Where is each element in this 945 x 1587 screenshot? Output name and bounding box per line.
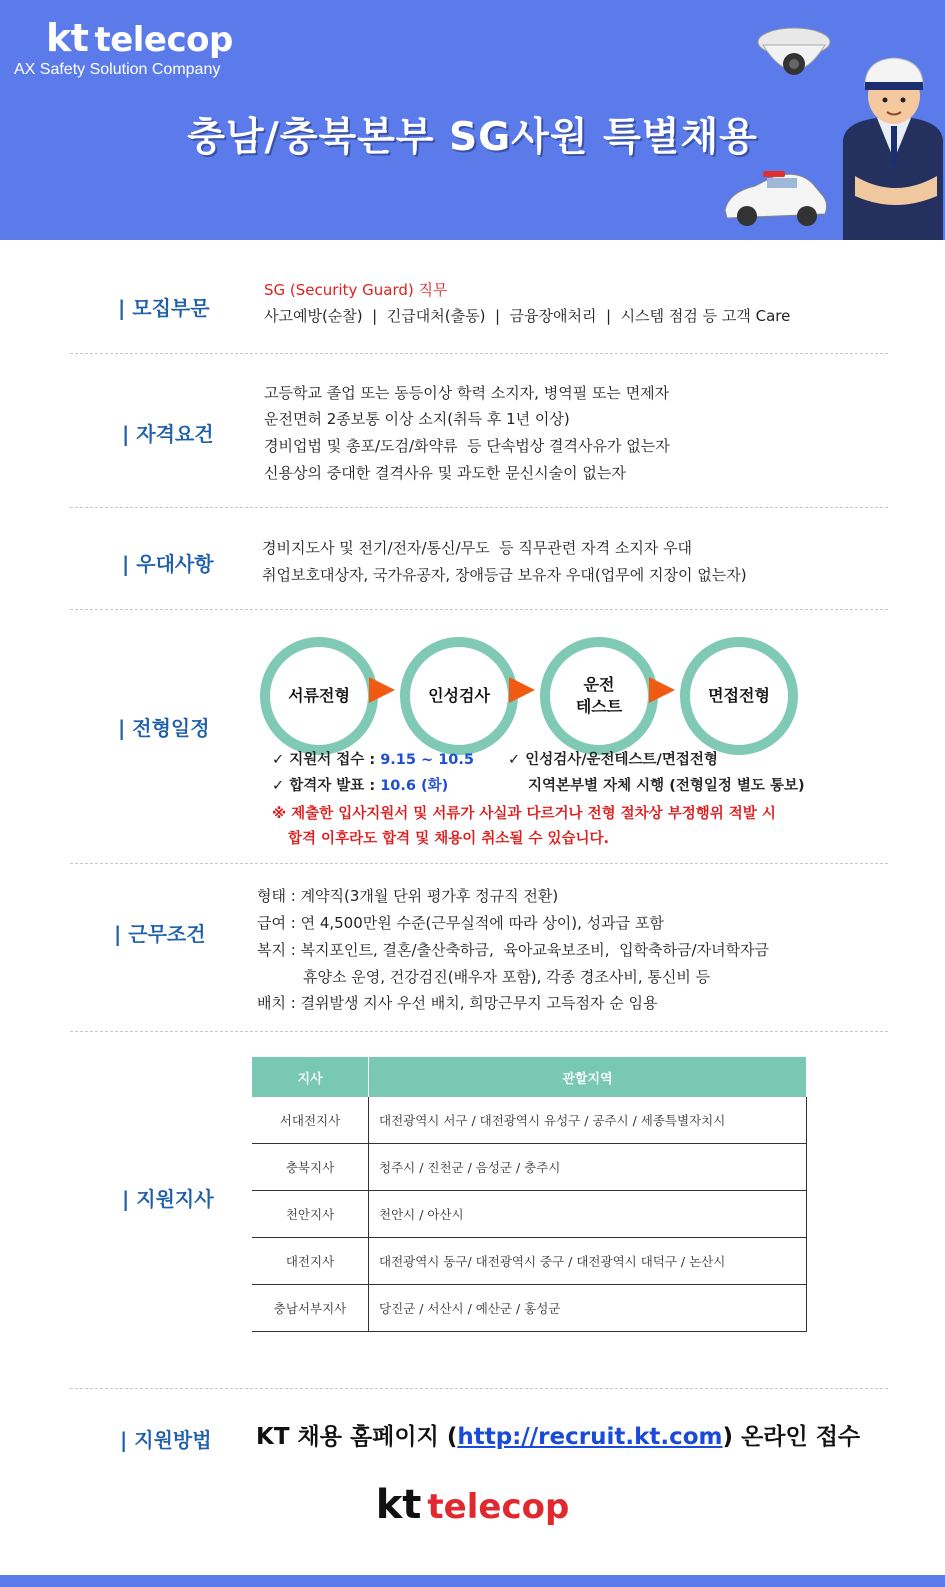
job-title: SG (Security Guard) 직무 [264, 281, 448, 299]
table-row [252, 1285, 807, 1332]
warning-text: ※ 제출한 입사지원서 및 서류가 사실과 다르거나 전형 절차상 부정행위 적발 시 [272, 806, 776, 822]
warning-text: 합격 이후라도 합격 및 채용이 취소될 수 있습니다. [288, 831, 609, 847]
preference-line: 경비지도사 및 전기/전자/통신/무도 등 직무관련 자격 소지자 우대 [262, 539, 693, 557]
step-driving-test: 운전 테스트 [540, 637, 658, 755]
table-header-branch: 지사 [252, 1057, 369, 1097]
condition-line: 복지 : 복지포인트, 결혼/출산축하금, 육아교육보조비, 입학축하금/자녀학자금 [257, 941, 770, 959]
step-personality-test: 인성검사 [400, 637, 518, 755]
logo-kt: kt [46, 16, 89, 60]
divider [70, 1031, 888, 1032]
section-label-recruit: | 모집부문 [118, 296, 210, 320]
table-header-area: 관할지역 [369, 1057, 807, 1097]
arrow-right-icon [649, 677, 675, 703]
qualification-line: 신용상의 중대한 결격사유 및 과도한 문신시술이 없는자 [264, 464, 626, 482]
step-interview: 면접전형 [680, 637, 798, 755]
application-period: ✓ 지원서 접수 : 9.15 ~ 10.5 [272, 752, 474, 768]
branch-name: 대전지사 [252, 1238, 369, 1285]
branch-name: 천안지사 [252, 1191, 369, 1238]
company-tagline: AX Safety Solution Company [14, 61, 221, 78]
header-banner [0, 0, 945, 240]
branch-name: 충남서부지사 [252, 1285, 369, 1332]
schedule-note: ✓ 인성검사/운전테스트/면접전형 [508, 752, 718, 768]
logo-word: telecop [427, 1487, 570, 1527]
divider [70, 863, 888, 864]
table-row [252, 1097, 807, 1144]
section-label-schedule: | 전형일정 [118, 716, 210, 740]
kt-telecop-footer-logo [0, 1482, 945, 1528]
table-header-row [252, 1057, 807, 1097]
table-row [252, 1191, 807, 1238]
kt-telecop-logo[interactable] [46, 16, 233, 60]
divider [70, 1388, 888, 1389]
page-title: 충남/충북본부 SG사원 특별채용 [187, 115, 758, 160]
table-row [252, 1144, 807, 1191]
branch-area: 대전광역시 서구 / 대전광역시 유성구 / 공주시 / 세종특별자치시 [369, 1097, 807, 1144]
schedule-note: 지역본부별 자체 시행 (전형일정 별도 통보) [528, 778, 805, 794]
section-label-qualification: | 자격요건 [122, 422, 214, 446]
divider [70, 507, 888, 508]
qualification-line: 운전면허 2종보통 이상 소지(취득 후 1년 이상) [264, 410, 570, 428]
step-document-screening: 서류전형 [260, 637, 378, 755]
branch-area: 청주시 / 진천군 / 음성군 / 충주시 [369, 1144, 807, 1191]
condition-line: 급여 : 연 4,500만원 수준(근무실적에 따라 상이), 성과급 포함 [257, 914, 664, 932]
condition-line: 배치 : 결위발생 지사 우선 배치, 희망근무지 고득점자 순 임용 [257, 994, 658, 1012]
section-label-apply: | 지원방법 [120, 1428, 212, 1452]
condition-line: 형태 : 계약직(3개월 단위 평가후 정규직 전환) [257, 887, 559, 905]
apply-instructions: KT 채용 홈페이지 (http://recruit.kt.com) 온라인 접수 [256, 1424, 861, 1450]
job-duties: 사고예방(순찰) | 긴급대처(출동) | 금융장애처리 | 시스템 점검 등 고객 Care [264, 307, 791, 325]
table-row [252, 1238, 807, 1285]
logo-word: telecop [94, 20, 233, 60]
section-label-branches: | 지원지사 [122, 1187, 214, 1211]
security-guard-illustration-icon [705, 0, 945, 240]
branch-area: 대전광역시 동구/ 대전광역시 중구 / 대전광역시 대덕구 / 논산시 [369, 1238, 807, 1285]
condition-line: 휴양소 운영, 건강검진(배우자 포함), 각종 경조사비, 통신비 등 [303, 968, 711, 986]
result-announcement: ✓ 합격자 발표 : 10.6 (화) [272, 778, 449, 794]
arrow-right-icon [509, 677, 535, 703]
branch-name: 서대전지사 [252, 1097, 369, 1144]
arrow-right-icon [369, 677, 395, 703]
branch-name: 충북지사 [252, 1144, 369, 1191]
section-label-preference: | 우대사항 [122, 552, 214, 576]
branch-table [252, 1057, 807, 1332]
bottom-bar [0, 1575, 945, 1587]
preference-line: 취업보호대상자, 국가유공자, 장애등급 보유자 우대(업무에 지장이 없는자) [262, 566, 747, 584]
branch-area: 천안시 / 아산시 [369, 1191, 807, 1238]
branch-area: 당진군 / 서산시 / 예산군 / 홍성군 [369, 1285, 807, 1332]
logo-kt: kt [375, 1482, 422, 1528]
section-label-conditions: | 근무조건 [114, 922, 206, 946]
qualification-line: 경비업법 및 총포/도검/화약류 등 단속법상 결격사유가 없는자 [264, 437, 670, 455]
divider [70, 353, 888, 354]
divider [70, 609, 888, 610]
qualification-line: 고등학교 졸업 또는 동등이상 학력 소지자, 병역필 또는 면제자 [264, 384, 670, 402]
recruit-link[interactable]: http://recruit.kt.com [457, 1424, 723, 1450]
